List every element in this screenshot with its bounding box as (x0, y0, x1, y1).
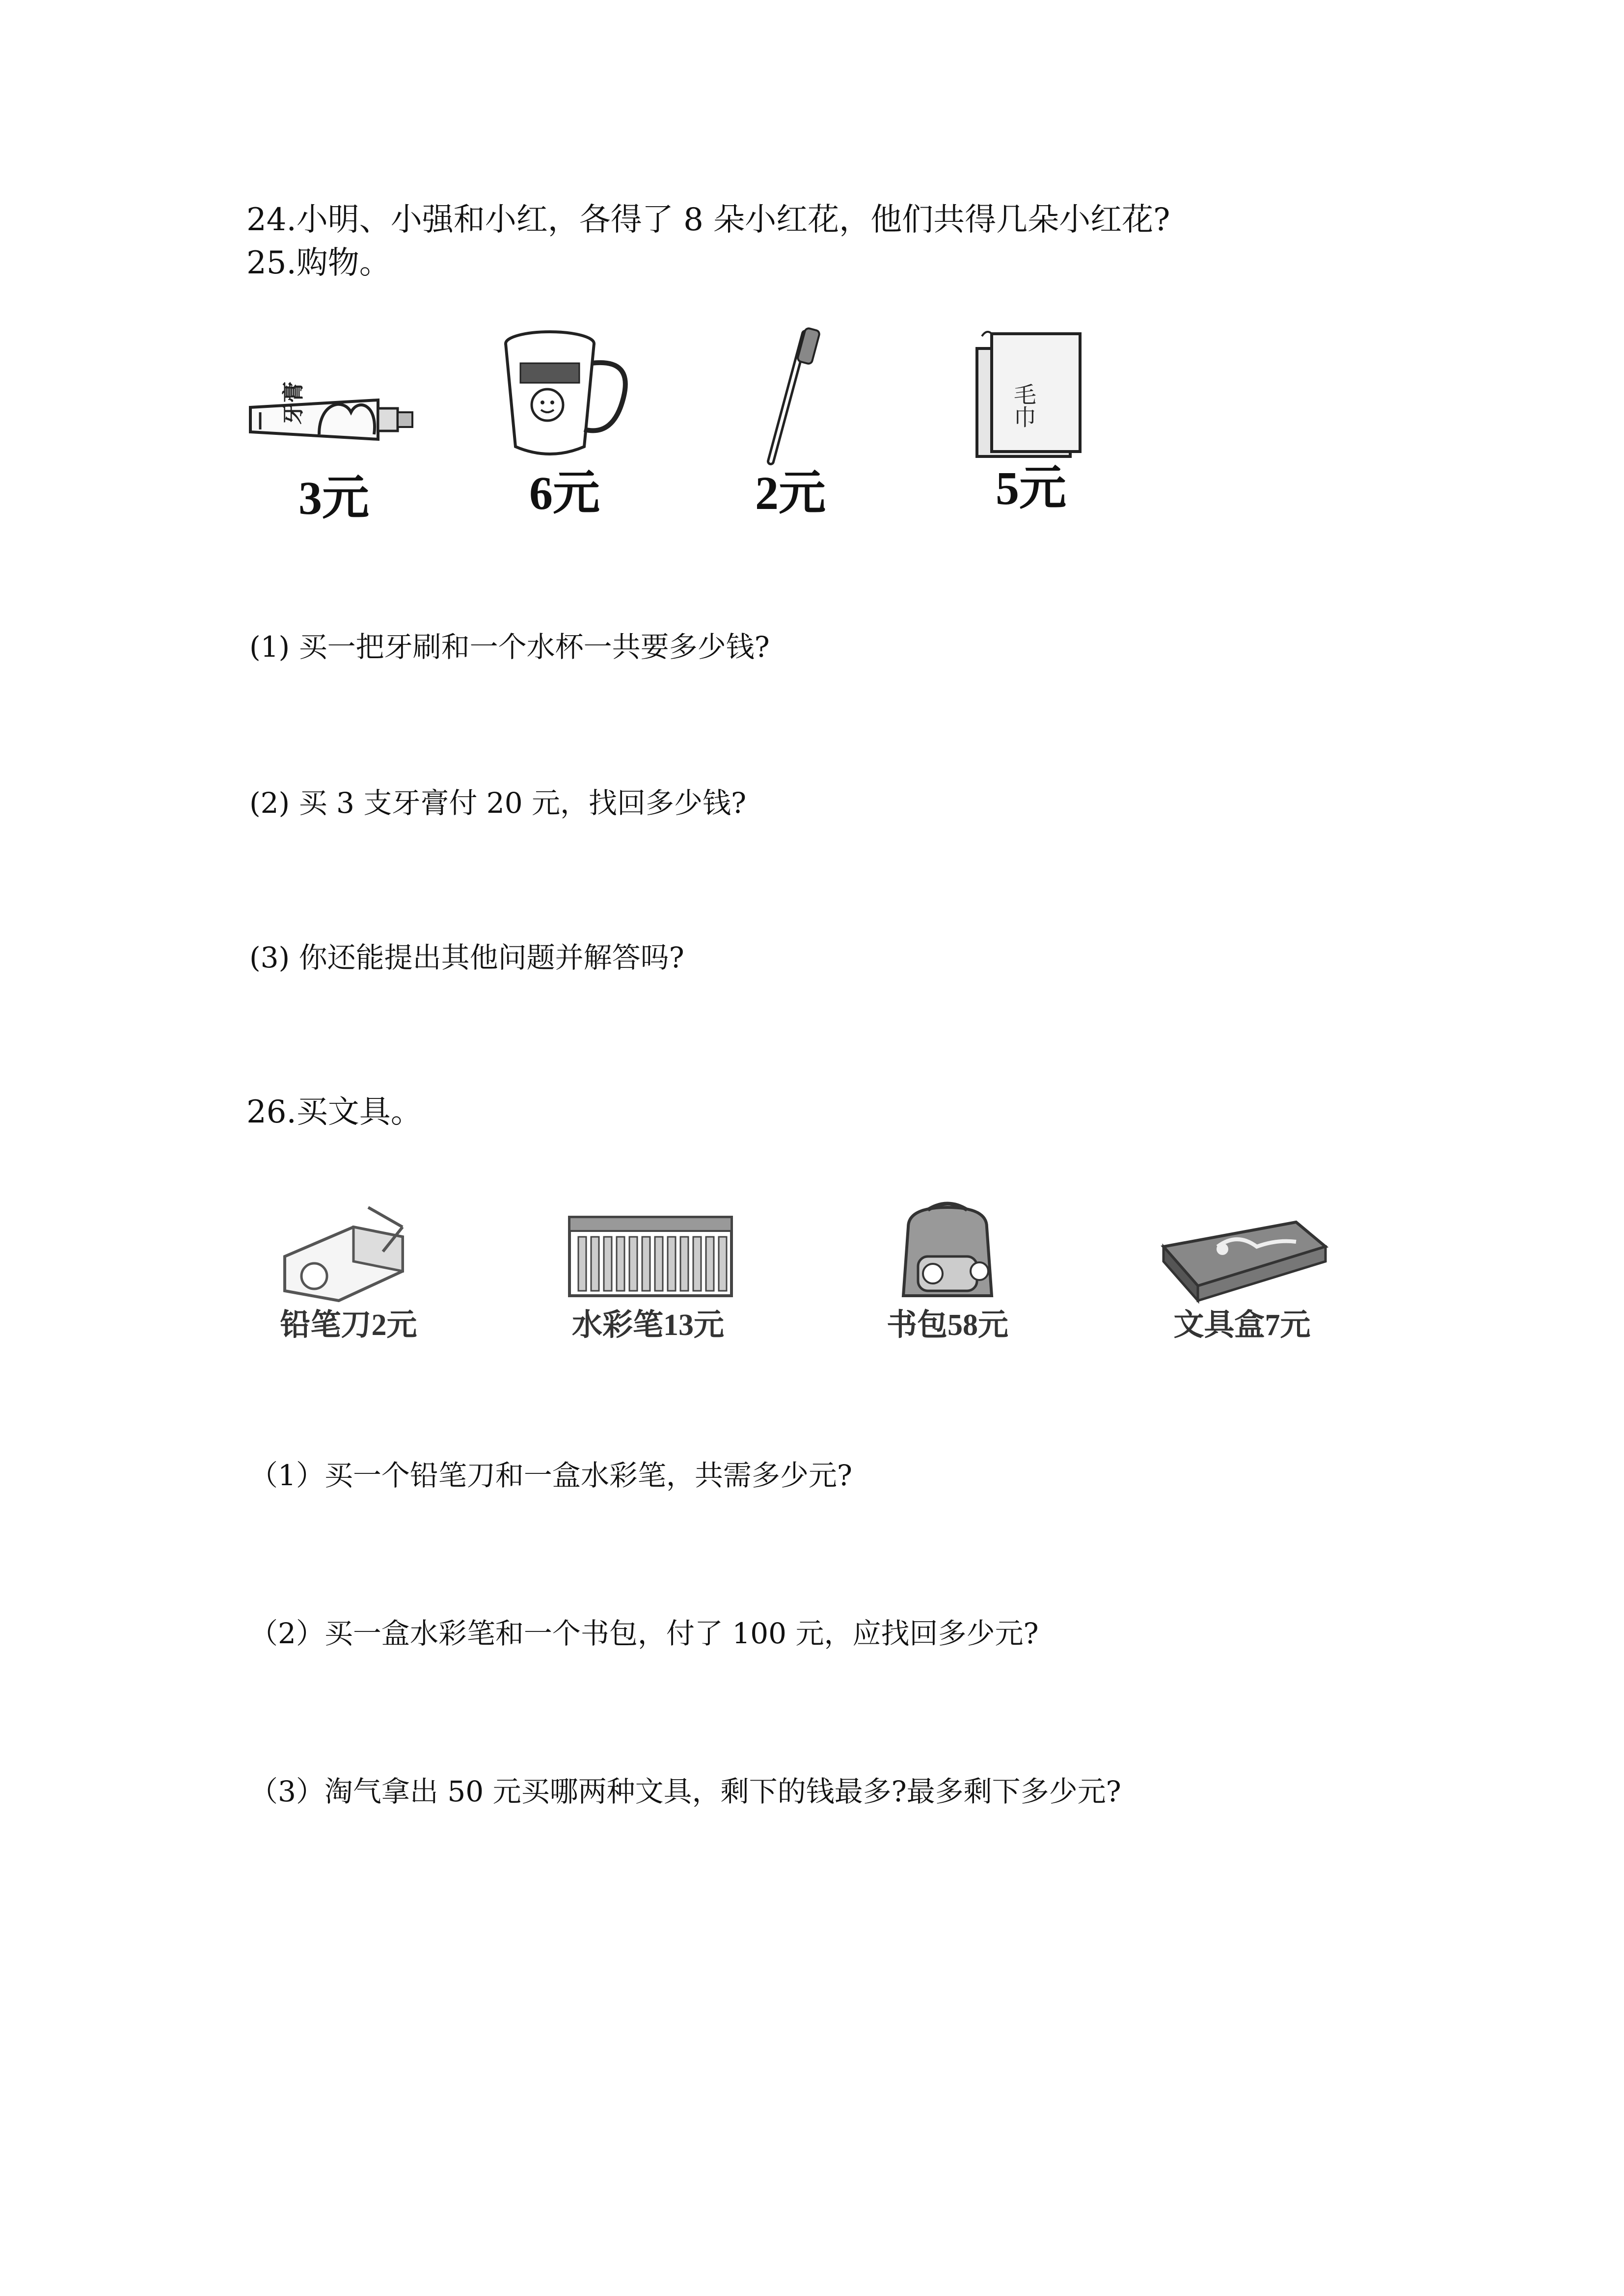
stationery-item-schoolbag (874, 1198, 1021, 1345)
toothpaste-icon (245, 344, 422, 471)
question-24-text: 24.小明、小强和小红，各得了 8 朵小红花，他们共得几朵小红花? (246, 202, 1170, 238)
toothbrush-icon (717, 319, 864, 471)
pencil-sharpener-icon (255, 1198, 442, 1306)
price-cup: 6元 (529, 467, 600, 519)
towel-icon (962, 314, 1100, 471)
question-26-3: （3）淘气拿出 50 元买哪两种文具，剩下的钱最多?最多剩下多少元? (249, 1775, 1121, 1808)
question-25-2: (2) 买 3 支牙膏付 20 元，找回多少钱? (249, 786, 747, 820)
watercolor-pens-icon (550, 1207, 746, 1306)
shop-item-cup (491, 324, 638, 520)
shop-item-toothbrush (717, 319, 864, 520)
label-watercolor: 水彩笔13元 (571, 1308, 724, 1342)
cup-icon (491, 324, 638, 471)
question-26-2: （2）买一盒水彩笔和一个书包，付了 100 元，应找回多少元? (249, 1617, 1039, 1650)
question-25-1: (1) 买一把牙刷和一个水杯一共要多少钱? (249, 630, 770, 664)
question-26-1: （1）买一个铅笔刀和一盒水彩笔，共需多少元? (249, 1459, 852, 1492)
label-sharpener: 铅笔刀2元 (280, 1308, 417, 1342)
label-pencilbox: 文具盒7元 (1173, 1308, 1311, 1342)
stationery-item-sharpener (255, 1198, 442, 1345)
question-25-title: 25.购物。 (246, 245, 391, 281)
shop-item-towel (962, 314, 1100, 515)
toothpaste-label: 牙膏 (281, 381, 306, 425)
question-25-3: (3) 你还能提出其他问题并解答吗? (249, 941, 684, 974)
stationery-item-pencilbox (1149, 1212, 1335, 1345)
label-schoolbag: 书包58元 (886, 1308, 1008, 1342)
price-toothpaste: 3元 (298, 472, 369, 524)
schoolbag-icon (874, 1198, 1021, 1306)
shop-item-toothpaste (245, 344, 422, 525)
pencil-box-icon (1149, 1212, 1335, 1306)
towel-label: 毛巾 (1010, 383, 1037, 428)
question-26-title: 26.买文具。 (246, 1094, 422, 1130)
stationery-item-watercolor (550, 1207, 746, 1345)
price-toothbrush: 2元 (755, 467, 826, 519)
price-towel: 5元 (996, 462, 1066, 514)
